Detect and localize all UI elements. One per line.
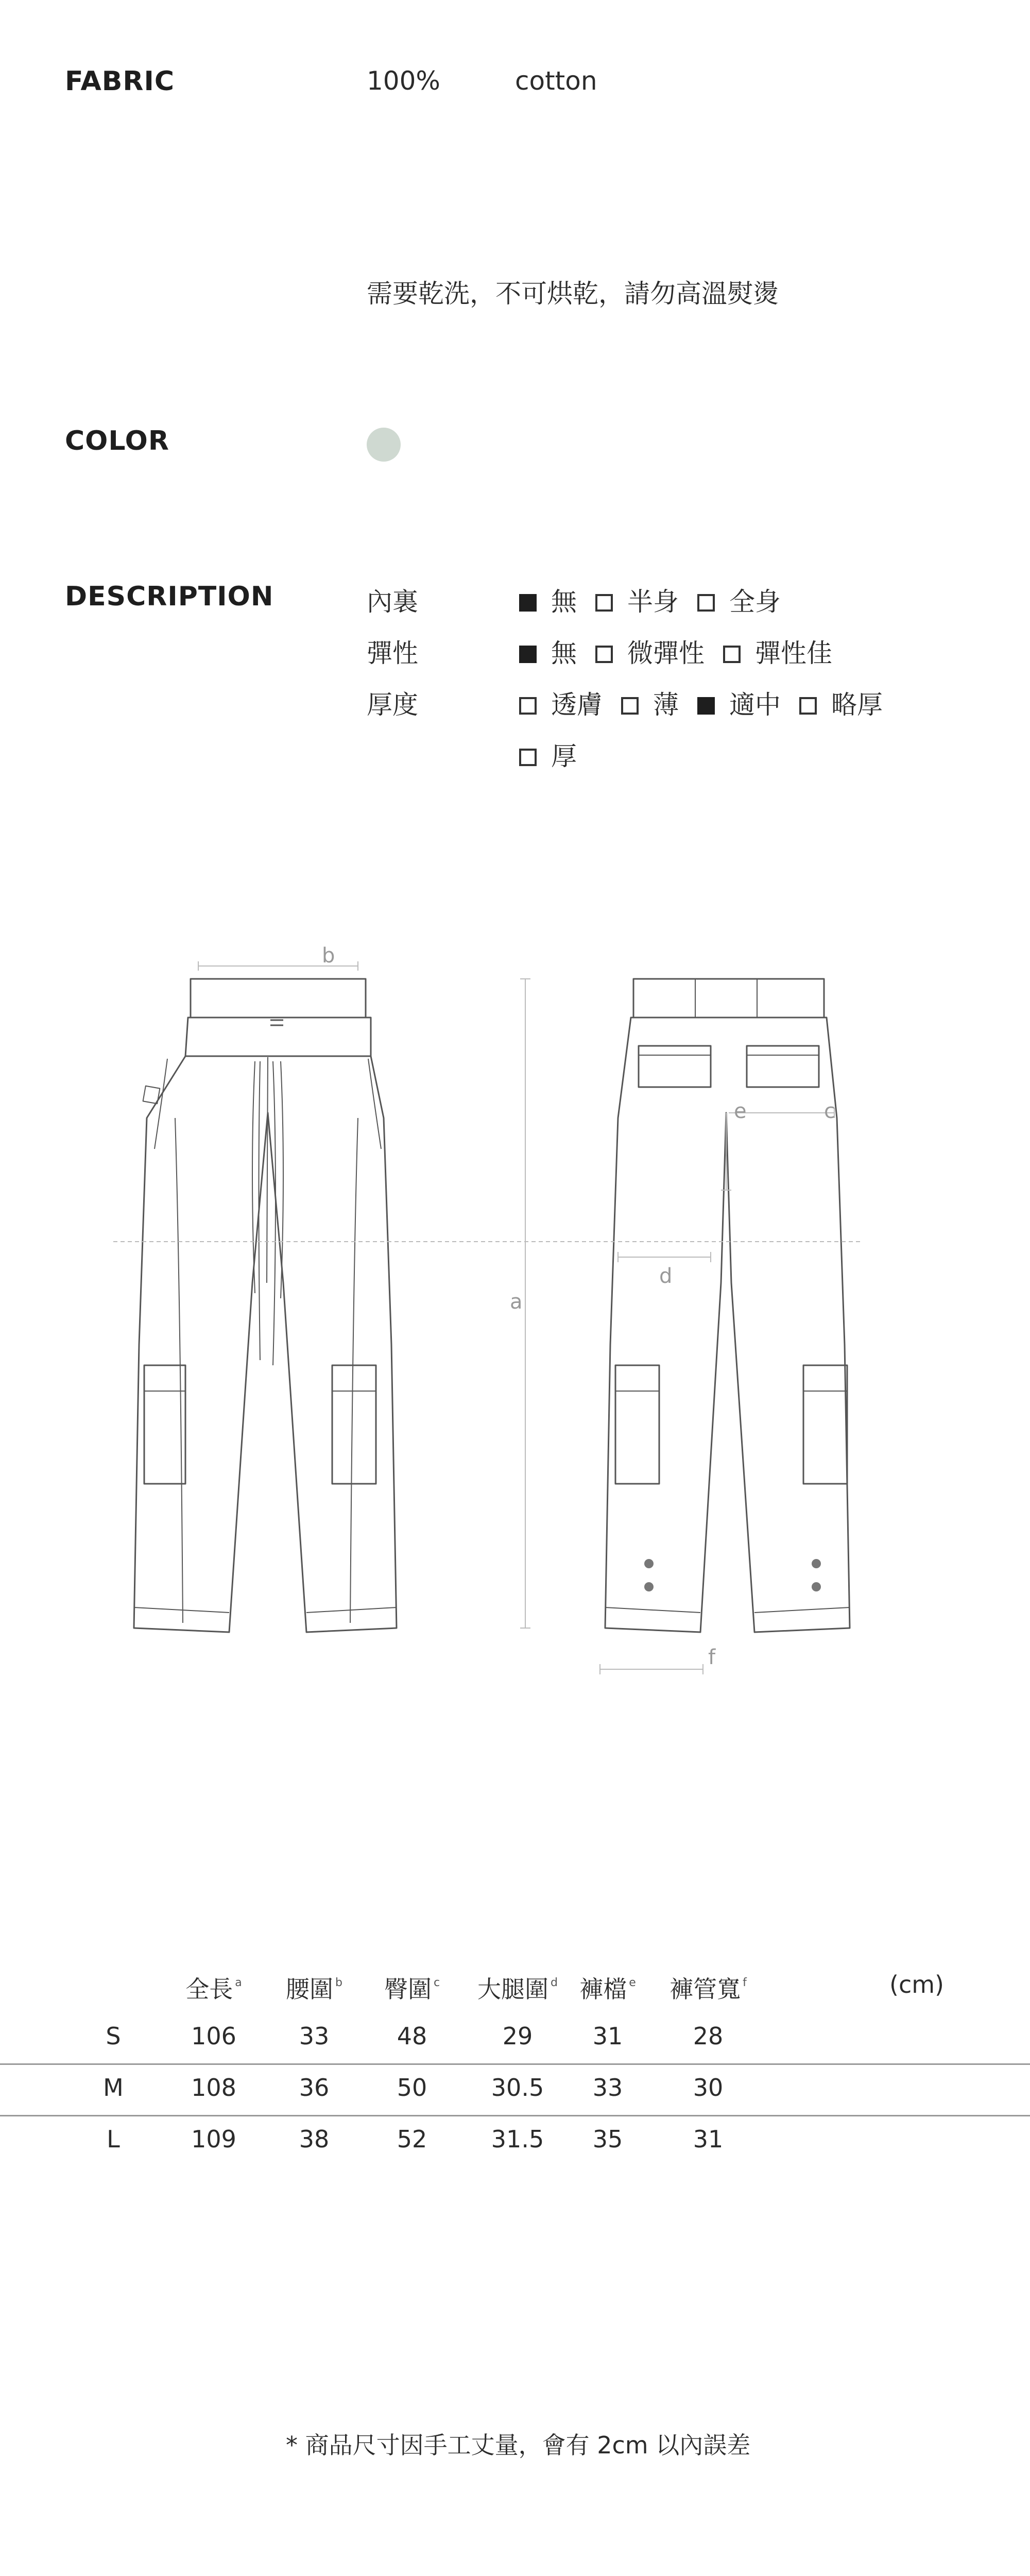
care-instructions: 需要乾洗，不可烘乾，請勿高溫熨燙 bbox=[367, 279, 779, 309]
dim-label-a: a bbox=[510, 1290, 523, 1314]
dim-label-d: d bbox=[659, 1264, 673, 1288]
size-table-cell: 33 bbox=[592, 2074, 623, 2102]
size-table-cell: 31 bbox=[592, 2022, 623, 2050]
fabric-material: cotton bbox=[515, 66, 597, 96]
description-option bbox=[519, 581, 577, 618]
checkbox-checked-icon bbox=[519, 646, 537, 663]
description-row-name: 內裏 bbox=[367, 587, 418, 617]
color-label: COLOR bbox=[65, 426, 169, 456]
size-table-cell: 31 bbox=[693, 2125, 724, 2153]
checkbox-empty-icon bbox=[519, 749, 537, 766]
description-options bbox=[519, 633, 851, 670]
description-option bbox=[595, 581, 679, 618]
size-label: S bbox=[106, 2022, 121, 2050]
description-row-name: 彈性 bbox=[367, 638, 418, 668]
description-option bbox=[519, 684, 603, 721]
option-text: 全身 bbox=[729, 587, 781, 617]
checkbox-checked-icon bbox=[697, 697, 715, 715]
option-text: 透膚 bbox=[551, 690, 603, 720]
size-table-cell: 50 bbox=[397, 2074, 427, 2102]
size-table-cell: 31.5 bbox=[491, 2125, 544, 2153]
description-option bbox=[799, 684, 883, 721]
measurement-note: * 商品尺寸因手工丈量，會有 2cm 以內誤差 bbox=[286, 2431, 751, 2459]
header-sup: f bbox=[743, 1976, 747, 1989]
description-option bbox=[697, 581, 781, 618]
description-option bbox=[621, 684, 679, 721]
size-table-header bbox=[670, 1971, 747, 2005]
garment-diagram bbox=[103, 922, 927, 1798]
description-options bbox=[519, 684, 901, 721]
size-table-cell: 109 bbox=[191, 2125, 236, 2153]
header-text: 腰圍 bbox=[286, 1975, 334, 2003]
size-table-header bbox=[286, 1971, 342, 2005]
size-table-cell: 30 bbox=[693, 2074, 724, 2102]
size-table-cell: 108 bbox=[191, 2074, 236, 2102]
header-sup: b bbox=[335, 1976, 342, 1989]
checkbox-checked-icon bbox=[519, 594, 537, 612]
dim-label-b: b bbox=[322, 944, 335, 968]
description-options bbox=[519, 581, 799, 618]
size-table-cell: 35 bbox=[592, 2125, 623, 2153]
checkbox-empty-icon bbox=[595, 594, 613, 612]
checkbox-empty-icon bbox=[723, 646, 741, 663]
checkbox-empty-icon bbox=[519, 697, 537, 715]
size-table-cell: 36 bbox=[299, 2074, 330, 2102]
description-option bbox=[723, 633, 832, 670]
description-label: DESCRIPTION bbox=[65, 581, 274, 612]
option-text: 半身 bbox=[627, 587, 679, 617]
size-table-cell: 48 bbox=[397, 2022, 427, 2050]
option-text: 薄 bbox=[653, 690, 679, 720]
size-table-cell: 106 bbox=[191, 2022, 236, 2050]
color-swatch bbox=[367, 428, 401, 462]
description-row-name: 厚度 bbox=[367, 690, 418, 720]
back-view bbox=[605, 979, 850, 1632]
description-option bbox=[697, 684, 781, 721]
dim-label-c: c bbox=[824, 1099, 835, 1123]
description-option bbox=[519, 633, 577, 670]
fabric-label: FABRIC bbox=[65, 66, 175, 97]
size-table-cell: 28 bbox=[693, 2022, 724, 2050]
option-text: 微彈性 bbox=[627, 638, 705, 668]
size-table-unit: (cm) bbox=[889, 1971, 944, 1998]
header-text: 褲檔 bbox=[579, 1975, 627, 2003]
option-text: 厚 bbox=[551, 741, 577, 771]
header-sup: e bbox=[629, 1976, 636, 1989]
option-text: 適中 bbox=[729, 690, 781, 720]
checkbox-empty-icon bbox=[621, 697, 639, 715]
header-sup: d bbox=[551, 1976, 558, 1989]
header-sup: c bbox=[433, 1976, 440, 1989]
size-table-cell: 33 bbox=[299, 2022, 330, 2050]
row-divider bbox=[0, 2115, 1030, 2116]
front-view bbox=[134, 979, 927, 1632]
size-table-cell: 52 bbox=[397, 2125, 427, 2153]
header-text: 全長 bbox=[185, 1975, 233, 2003]
header-sup: a bbox=[235, 1976, 242, 1989]
size-table-cell: 29 bbox=[502, 2022, 533, 2050]
dim-label-e: e bbox=[734, 1099, 747, 1123]
option-text: 無 bbox=[551, 638, 577, 668]
size-table-cell: 30.5 bbox=[491, 2074, 544, 2102]
description-option bbox=[595, 633, 705, 670]
header-text: 大腿圍 bbox=[477, 1975, 549, 2003]
size-label: L bbox=[107, 2125, 120, 2153]
checkbox-empty-icon bbox=[595, 646, 613, 663]
size-table-header bbox=[579, 1971, 636, 2005]
size-label: M bbox=[103, 2074, 124, 2102]
option-text: 略厚 bbox=[831, 690, 883, 720]
checkbox-empty-icon bbox=[697, 594, 715, 612]
checkbox-empty-icon bbox=[799, 697, 817, 715]
fabric-percent: 100% bbox=[367, 66, 440, 96]
size-table-header bbox=[384, 1971, 440, 2005]
size-table-header bbox=[477, 1971, 558, 2005]
header-text: 褲管寬 bbox=[670, 1975, 741, 2003]
option-text: 彈性佳 bbox=[755, 638, 832, 668]
size-table-header bbox=[185, 1971, 242, 2005]
description-option bbox=[519, 736, 577, 773]
row-divider bbox=[0, 2063, 1030, 2065]
option-text: 無 bbox=[551, 587, 577, 617]
size-table-cell: 38 bbox=[299, 2125, 330, 2153]
dim-label-f: f bbox=[708, 1646, 716, 1669]
description-options bbox=[519, 736, 595, 773]
header-text: 臀圍 bbox=[384, 1975, 432, 2003]
